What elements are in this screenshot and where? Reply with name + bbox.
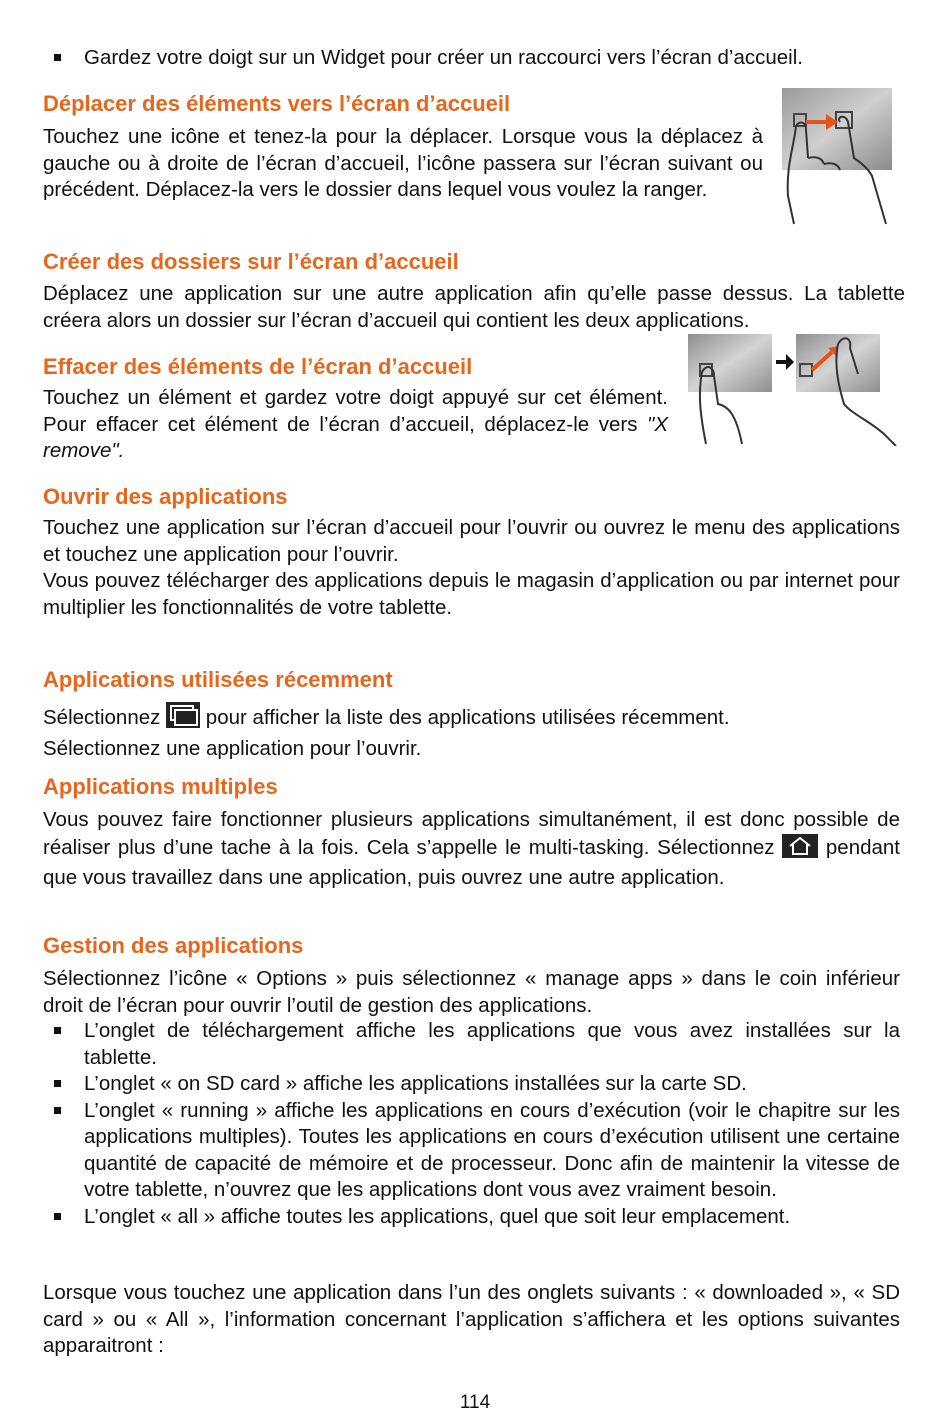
top-bullet-text: Gardez votre doigt sur un Widget pour créer un raccourci vers l’écran d’accueil. (84, 46, 803, 69)
paragraph-closing: Lorsque vous touchez une application dans l’un des onglets suivants : « downloaded », « SD card » ou « All », l’information concernant l’application s’affichera et les options suivantes apparaitront : (43, 1281, 900, 1357)
paragraph-ouvrir-2: Vous pouvez télécharger des applications depuis le magasin d’application ou par internet pour multiplier les fonctionnalités de votre tablette. (43, 569, 900, 619)
list-item (43, 45, 941, 72)
bullet-square (54, 1107, 61, 1114)
page-number: 114 (459, 1392, 491, 1413)
multiples-text-b: pendant que vous travaillez dans une application, puis ouvrez une autre application. (43, 835, 900, 889)
list-item (43, 1204, 900, 1231)
paragraph-effacer (43, 385, 668, 465)
bullet-square (54, 54, 61, 61)
bullet-text: L’onglet « on SD card » affiche les applications installées sur la carte SD. (84, 1072, 747, 1095)
heading-ouvrir: Ouvrir des applications (43, 484, 288, 509)
x-remove-label: "X remove". (43, 412, 668, 462)
heading-multiples: Applications multiples (43, 774, 278, 799)
heading-creer: Créer des dossiers sur l’écran d’accueil (43, 249, 459, 274)
paragraph-recentes (43, 702, 900, 762)
delete-gesture-illustration (688, 334, 910, 452)
bullet-square (54, 1080, 61, 1087)
heading-gestion: Gestion des applications (43, 933, 304, 958)
bullet-text: L’onglet de téléchargement affiche les applications que vous avez installées sur la tablette. (84, 1019, 900, 1069)
heading-effacer: Effacer des éléments de l’écran d’accueil (43, 354, 473, 379)
heading-deplacer: Déplacer des éléments vers l’écran d’accueil (43, 91, 511, 116)
bullet-square (54, 1213, 61, 1220)
gestion-bullet-list (43, 1018, 900, 1230)
multiples-text-a: Vous pouvez faire fonctionner plusieurs applications simultanément, il est donc possible de réaliser plus d’une tache à la fois. Cela s’appelle le multi-tasking. Sélectionnez (43, 808, 900, 859)
heading-recentes: Applications utilisées récemment (43, 667, 393, 692)
paragraph-multiples (43, 807, 900, 892)
effacer-text: Touchez un élément et gardez votre doigt appuyé sur cet élément. Pour effacer cet élément de l’écran d’accueil, déplacez-le vers (43, 386, 668, 436)
bullet-text: L’onglet « running » affiche les applications en cours d’exécution (voir le chapitre sur les applications multiples). Toutes les applications en cours d’exécution utilisent une certaine quantité de capacité de mémoire et de processeur. Donc afin de maintenir la vitesse de votre tablette, n’ouvrez que les applications dont vous avez vraiment besoin. (84, 1098, 900, 1201)
home-icon (782, 834, 818, 866)
list-item (43, 1098, 900, 1204)
recent-apps-icon (166, 702, 200, 736)
list-item (43, 1018, 900, 1071)
list-item (43, 1071, 900, 1098)
bullet-square (54, 1027, 61, 1034)
recentes-text-b: pour afficher la liste des applications utilisées récemment. (205, 706, 730, 729)
paragraph-gestion: Sélectionnez l’icône « Options » puis sélectionnez « manage apps » dans le coin inférieur droit de l’écran pour ouvrir l’outil de gestion des applications. (43, 967, 900, 1017)
bullet-text: L’onglet « all » affiche toutes les applications, quel que soit leur emplacement. (84, 1204, 791, 1228)
paragraph-creer: Déplacez une application sur une autre application afin qu’elle passe dessus. La tablette créera alors un dossier sur l’écran d’accueil qui contient les deux applications. (43, 282, 905, 332)
recentes-text-c: Sélectionnez une application pour l’ouvrir. (43, 736, 422, 760)
drag-gesture-illustration (776, 86, 904, 232)
recentes-text-a: Sélectionnez (43, 706, 161, 729)
paragraph-deplacer: Touchez une icône et tenez-la pour la déplacer. Lorsque vous la déplacez à gauche ou à droite de l’écran d’accueil, l’icône passera sur l’écran suivant ou précédent. Déplacez-la vers le dossier dans lequel vous voulez la ranger. (43, 125, 763, 201)
paragraph-ouvrir-1: Touchez une application sur l’écran d’accueil pour l’ouvrir ou ouvrez le menu des applications et touchez une application pour l’ouvrir. (43, 516, 900, 566)
